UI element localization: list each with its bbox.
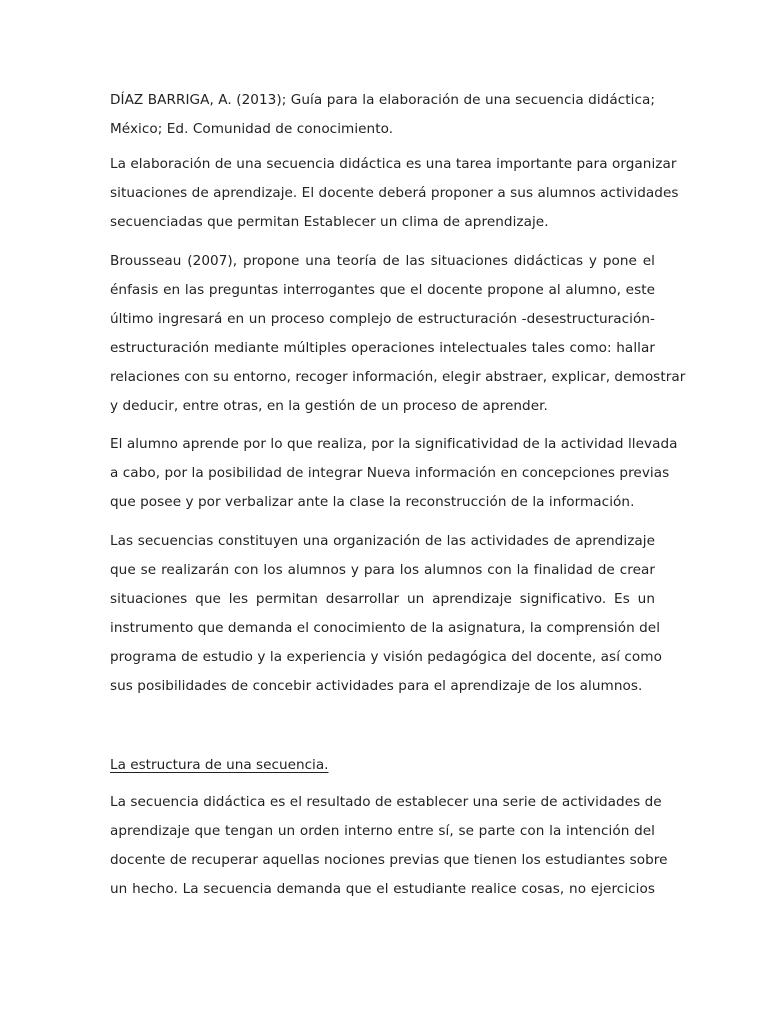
paragraph xyxy=(110,788,668,904)
paragraph xyxy=(110,430,678,517)
text-line: último ingresará en un proceso complejo de estructuración -desestructuración- xyxy=(110,311,655,327)
text-line: La secuencia didáctica es el resultado de establecer una serie de actividades de xyxy=(110,794,662,810)
text-line: Brousseau (2007), propone una teoría de las situaciones didácticas y pone el xyxy=(110,253,655,269)
text-line: un hecho. La secuencia demanda que el estudiante realice cosas, no ejercicios xyxy=(110,881,655,897)
text-line: docente de recuperar aquellas nociones previas que tienen los estudiantes sobre xyxy=(110,852,668,868)
text-line: situaciones que les permitan desarrollar un aprendizaje significativo. Es un xyxy=(110,591,655,607)
paragraph xyxy=(110,527,662,701)
text-line: instrumento que demanda el conocimiento de la asignatura, la comprensión del xyxy=(110,620,661,636)
section-heading: La estructura de una secuencia. xyxy=(110,757,329,773)
text-line: y deducir, entre otras, en la gestión de un proceso de aprender. xyxy=(110,398,548,414)
text-line: relaciones con su entorno, recoger información, elegir abstraer, explicar, demostrar xyxy=(110,369,686,385)
text-line: secuenciadas que permitan Establecer un clima de aprendizaje. xyxy=(110,214,549,230)
text-line: sus posibilidades de concebir actividades para el aprendizaje de los alumnos. xyxy=(110,678,643,694)
text-line: que se realizarán con los alumnos y para los alumnos con la finalidad de crear xyxy=(110,562,655,578)
text-line: DÍAZ BARRIGA, A. (2013); Guía para la elaboración de una secuencia didáctica; xyxy=(110,92,655,108)
bibliographic-reference xyxy=(110,86,655,144)
text-line: México; Ed. Comunidad de conocimiento. xyxy=(110,121,394,137)
paragraph xyxy=(110,150,679,237)
paragraph xyxy=(110,247,686,421)
text-line: Las secuencias constituyen una organización de las actividades de aprendizaje xyxy=(110,533,655,549)
text-line: programa de estudio y la experiencia y visión pedagógica del docente, así como xyxy=(110,649,662,665)
text-line: situaciones de aprendizaje. El docente deberá proponer a sus alumnos actividades xyxy=(110,185,679,201)
text-line: La elaboración de una secuencia didáctica es una tarea importante para organizar xyxy=(110,156,677,172)
text-line: a cabo, por la posibilidad de integrar Nueva información en concepciones previas xyxy=(110,465,670,481)
text-line: que posee y por verbalizar ante la clase la reconstrucción de la información. xyxy=(110,494,635,510)
text-line: aprendizaje que tengan un orden interno entre sí, se parte con la intención del xyxy=(110,823,655,839)
text-line: estructuración mediante múltiples operaciones intelectuales tales como: hallar xyxy=(110,340,655,356)
text-line: El alumno aprende por lo que realiza, por la significatividad de la actividad llevada xyxy=(110,436,678,452)
text-line: énfasis en las preguntas interrogantes que el docente propone al alumno, este xyxy=(110,282,655,298)
